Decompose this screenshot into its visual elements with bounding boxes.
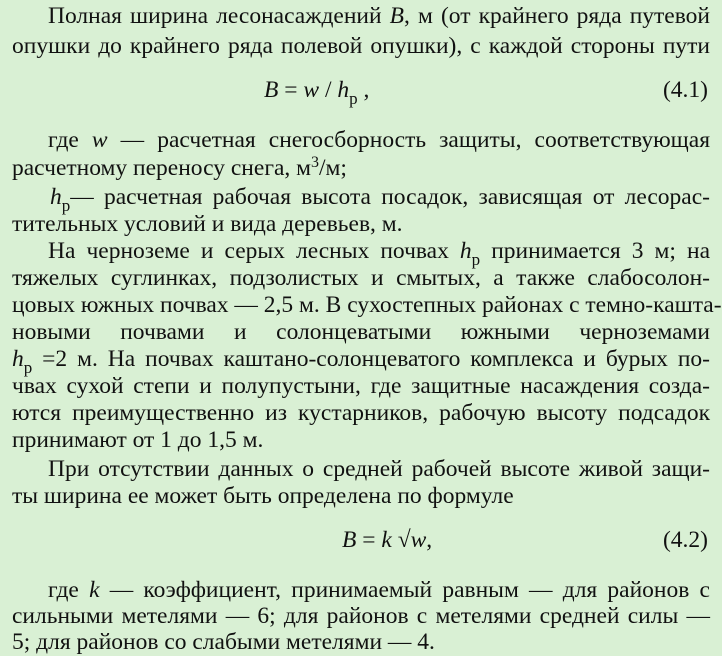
paragraph-line: цовых южных почвах — 2,5 м. В сухостепных районах с темно-кашта- xyxy=(12,292,722,318)
equation-number-4-1: (4.1) xyxy=(662,77,708,103)
variable-k: k xyxy=(381,527,392,553)
equation-number-4-2: (4.2) xyxy=(662,527,708,553)
variable-w: w xyxy=(91,127,108,153)
paragraph-line: тяжелых суглинках, подзолистых и смытых, а также слабосолон- xyxy=(12,265,710,291)
paragraph-line xyxy=(48,126,710,154)
paragraph-line xyxy=(48,237,710,267)
text-run: — расчетная рабочая высота посадок, зависящая от лесорас- xyxy=(70,184,710,210)
text-run: расчетному переносу снега, м xyxy=(12,155,312,181)
paragraph-line xyxy=(50,183,710,213)
paragraph-line: сильными метелями — 6; для районов с метелями средней силы — xyxy=(12,603,710,629)
paragraph-line: тительных условий и вида деревьев, м. xyxy=(12,211,403,237)
square-root-sign: √ xyxy=(391,527,411,553)
variable-h: h xyxy=(459,238,472,264)
subscript: р xyxy=(61,196,71,215)
paragraph-line xyxy=(12,154,710,185)
paragraph-line: ты ширина ее может быть определена по формуле xyxy=(12,483,514,509)
text-run: Полная ширина лесонасаждений xyxy=(48,3,390,29)
paragraph-line: ются преимущественно из кустарников, рабочую высоту подсадок xyxy=(12,400,710,426)
punctuation: , xyxy=(426,527,433,553)
text-run: /м; xyxy=(319,155,347,181)
superscript: 3 xyxy=(311,154,320,171)
paragraph-line: опушки до крайнего ряда полевой опушки), с каждой стороны пути xyxy=(12,33,710,59)
equals-sign: = xyxy=(356,527,382,553)
paragraph-line: чвах сухой степи и полупустыни, где защитные насаждения созда- xyxy=(12,373,710,399)
text-run: На черноземе и серых лесных почвах xyxy=(48,238,460,264)
equals-sign: = xyxy=(278,77,304,103)
paragraph-line: 5; для районов со слабыми метелями — 4. xyxy=(12,629,435,655)
variable-B: B xyxy=(342,527,357,553)
text-run: — расчетная снегосборность защиты, соответствующая xyxy=(107,127,711,153)
variable-w: w xyxy=(303,77,320,103)
variable-B: B xyxy=(264,77,279,103)
subscript: р xyxy=(23,358,33,377)
text-run: где xyxy=(48,127,92,153)
text-run: где xyxy=(48,577,90,603)
paragraph-line xyxy=(12,345,710,375)
text-run: , м (от крайнего ряда путевой xyxy=(404,3,710,29)
paragraph-line: принимают от 1 до 1,5 м. xyxy=(12,427,264,453)
formula-4-1 xyxy=(264,76,369,106)
subscript: р xyxy=(471,250,481,269)
paragraph-line: новыми почвами и солонцеватыми южными черноземами xyxy=(12,319,710,345)
subscript: р xyxy=(349,89,358,108)
variable-h: h xyxy=(12,346,24,372)
variable-w: w xyxy=(410,527,427,553)
variable-B: B xyxy=(389,3,405,29)
punctuation: , xyxy=(357,77,370,103)
variable-h: h xyxy=(50,184,62,210)
formula-4-2 xyxy=(342,526,432,554)
variable-h: h xyxy=(337,77,350,103)
text-run: принимается 3 м; на xyxy=(480,238,710,264)
paragraph-line: При отсутствии данных о средней рабочей высоте живой защи- xyxy=(48,456,710,482)
text-run: — коэффициент, принимаемый равным — для районов с xyxy=(99,577,710,603)
variable-k: k xyxy=(89,577,100,603)
paragraph-line xyxy=(48,576,710,604)
division-sign: / xyxy=(319,77,338,103)
paragraph-line xyxy=(48,2,710,30)
text-run: =2 м. На почвах каштано-солонцеватого комплекса и бурых по- xyxy=(32,346,710,372)
